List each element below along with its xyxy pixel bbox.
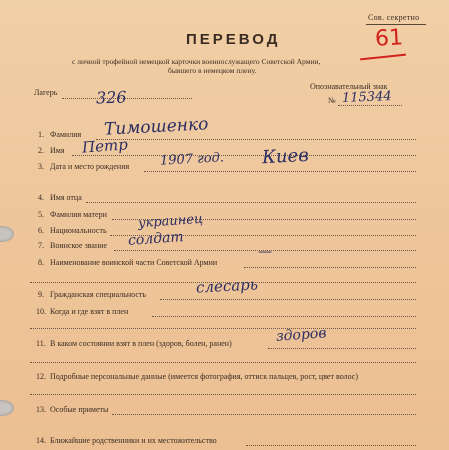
field-8-label: Наименование воинской части Советской Армии [50,258,218,267]
field-10-label: Когда и где взят в плен [50,307,129,316]
binder-hole-top [0,226,14,242]
subtitle-line-2: бывшего в немецком плену. [168,66,257,75]
field-11-number: 11. [36,339,46,348]
field-12-number: 12. [36,372,46,381]
field-10-number: 10. [36,307,46,316]
red-number-underline [360,54,406,61]
field-14-line [246,445,416,446]
field-2-label: Имя [50,146,65,155]
field-11-value: здоров [275,325,327,345]
field-5-number: 5. [38,210,44,219]
field-6-number: 6. [38,226,44,235]
red-handwritten-number: 61 [374,25,404,52]
camp-label: Лагерь [34,88,58,97]
ident-label: Опознавательный знак [310,82,388,91]
page-title: ПЕРЕВОД [186,31,281,48]
field-10-line [152,316,416,317]
field-3-label: Дата и место рождения [50,162,130,171]
field-12-line [30,394,416,395]
field-6-value: украинец [137,211,204,232]
field-13-number: 13. [36,405,46,414]
field-3-number: 3. [38,162,44,171]
field-11-label: В каком состоянии взят в плен (здоров, болен, ранен) [50,339,232,348]
field-7-number: 7. [38,241,44,250]
field-13-line [112,414,416,415]
field-14-label: Ближайшие родственники и их местожительство [50,436,217,445]
field-2-line [72,155,416,156]
field-9-label: Гражданская специальность [50,290,147,299]
binder-hole-bottom [0,400,14,416]
field-9-number: 9. [38,290,44,299]
field-7-label: Воинское звание [50,241,108,250]
field-1-line [96,139,416,140]
field-2-number: 2. [38,146,44,155]
field-9-line [160,299,416,300]
secret-stamp: Сов. секретно [368,13,420,22]
field-8-number: 8. [38,258,44,267]
field-6-label: Национальность [50,226,107,235]
field-11-line-2 [30,362,416,363]
camp-value: 326 [95,87,127,108]
field-10-line-2 [30,328,416,329]
field-1-number: 1. [38,130,44,139]
ident-value: 115344 [341,89,392,106]
field-8-value: — [258,244,272,260]
field-9-value: слесарь [195,275,259,297]
field-5-label: Фамилия матери [50,210,107,219]
field-3-line [144,171,416,172]
field-12-label: Подробные персональные данные (имеется фотография, оттиск пальцев, рост, цвет волос) [50,372,358,381]
ident-no-label: № [328,96,336,105]
field-13-label: Особые приметы [50,405,109,414]
field-3-place-value: Киев [261,144,310,169]
field-7-value: солдат [127,229,185,249]
camp-line [62,98,192,99]
field-4-label: Имя отца [50,193,82,202]
field-1-value: Тимошенко [103,114,209,140]
subtitle-line-1: с личной трофейной немецкой карточки военнослужащего Советской Армии, [72,57,321,66]
field-1-label: Фамилия [50,130,82,139]
field-11-line [268,348,416,349]
field-4-number: 4. [38,193,44,202]
field-8-line [244,267,416,268]
field-4-line [86,202,416,203]
field-14-number: 14. [36,436,46,445]
field-2-value: Петр [81,135,129,157]
field-3-date-value: 1907 год. [159,150,225,169]
